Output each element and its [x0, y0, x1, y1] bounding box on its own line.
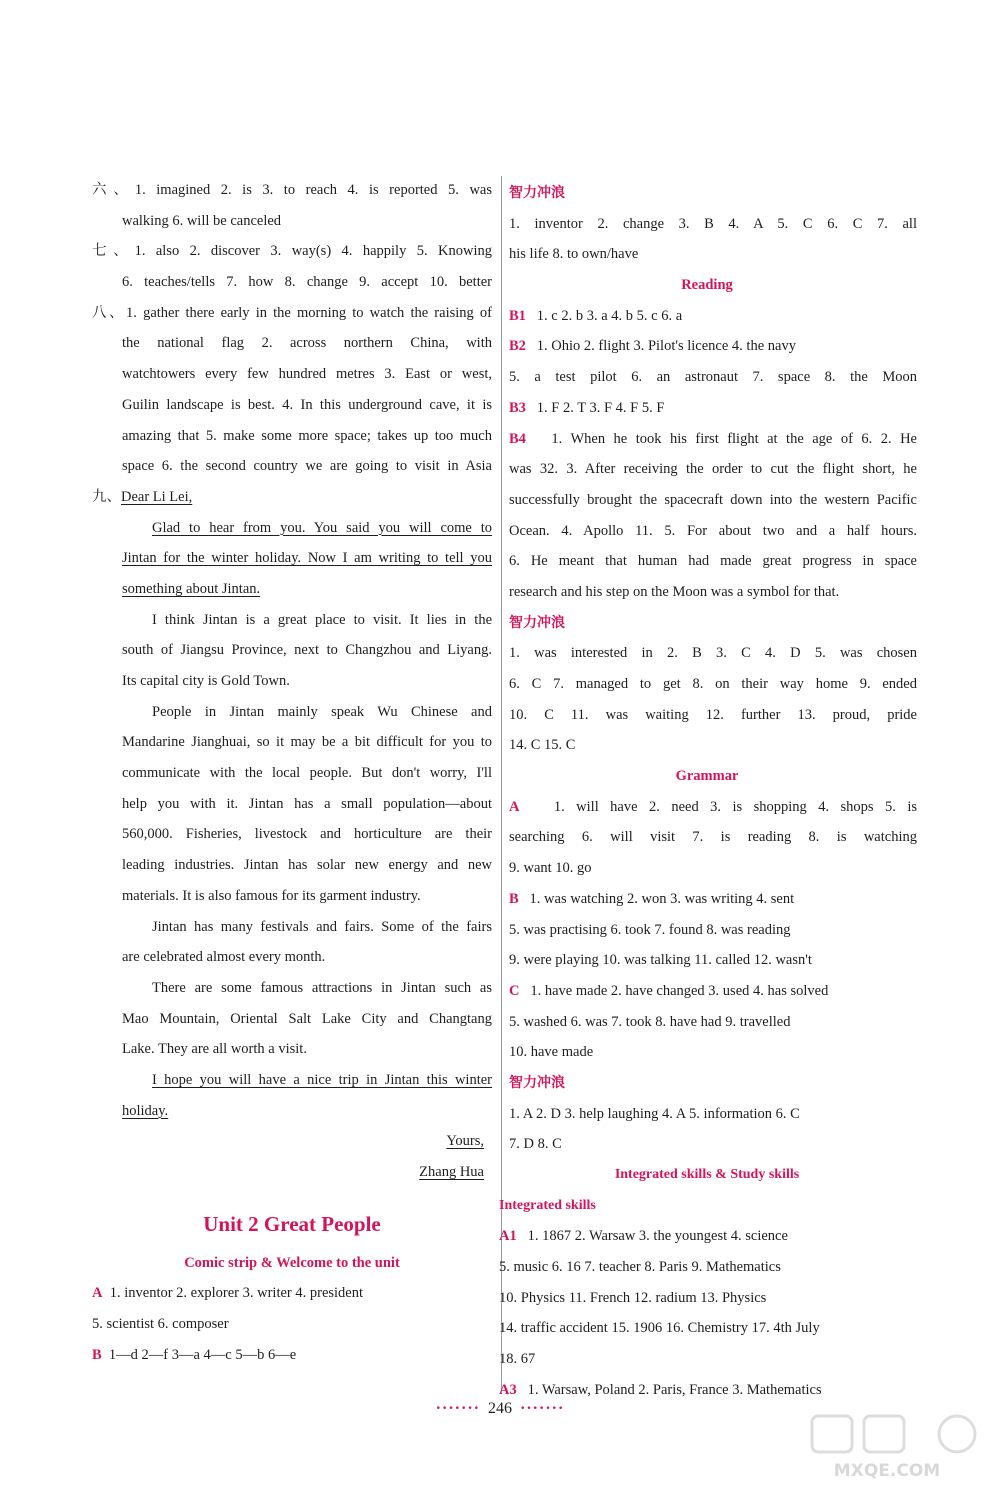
q6-text: 1. imagined 2. is 3. to reach 4. is reported 5. was — [134, 182, 493, 198]
grammar-b-text: 1. was watching 2. won 3. was writing 4. sent — [529, 890, 795, 907]
zl2-line-2: 6. C 7. managed to get 8. on their way home 9. ended — [509, 676, 917, 692]
zl-heading-1 — [497, 178, 917, 209]
grammar-c-mark: C — [509, 982, 520, 999]
watermark-logo — [792, 1402, 982, 1482]
q8-mark: 八、 — [92, 304, 127, 321]
reading-heading: Reading — [681, 277, 733, 294]
letter-p4-line-2: are celebrated almost every month. — [122, 949, 326, 966]
a3-text: 1. Warsaw, Poland 2. Paris, France 3. Mathematics — [527, 1381, 822, 1398]
q7-mark: 七、 — [92, 243, 135, 260]
q7-line-2: 6. teaches/tells 7. how 8. change 9. accept 10. better — [122, 274, 492, 291]
q6-line-1 — [92, 175, 492, 206]
grammar-b-line-1 — [497, 884, 917, 915]
q8-line-3: watchtowers every few hundred metres 3. East or west, — [122, 366, 492, 383]
letter-p3-line-7: materials. It is also famous for its garment industry. — [122, 887, 421, 904]
b4-line-2: was 32. 3. After receiving the order to cut the flight short, he — [509, 461, 917, 478]
grammar-c-text: 1. have made 2. have changed 3. used 4. has solved — [530, 982, 829, 999]
left-column — [92, 175, 492, 1370]
letter-p3-line-6: leading industries. Jintan has solar new energy and new — [122, 857, 492, 874]
q8-text: 1. gather there early in the morning to watch the raising of — [126, 304, 492, 321]
grammar-heading: Grammar — [675, 768, 739, 785]
a1-line-3: 10. Physics 11. French 12. radium 13. Physics — [499, 1289, 767, 1306]
zl3-line-2: 7. D 8. C — [509, 1136, 562, 1153]
q7-line-1 — [92, 236, 492, 267]
watermark-text: MXQE.COM — [833, 1461, 941, 1481]
letter-p2-line-2: south of Jiangsu Province, next to Changzhou and Liyang. — [122, 642, 492, 659]
b3-line — [497, 393, 917, 424]
q8-line-2: the national flag 2. across northern China, with — [122, 335, 492, 352]
grammar-a-line-2: searching 6. will visit 7. is reading 8. is watching — [509, 829, 917, 846]
zl1-line-1: 1. inventor 2. change 3. B 4. A 5. C 6. C 7. all — [509, 215, 917, 232]
letter-p6-line-1: I hope you will have a nice trip in Jintan this winter — [152, 1071, 492, 1088]
q8-line-6: space 6. the second country we are going to visit in Asia — [122, 458, 492, 475]
grammar-a-line-1 — [497, 792, 917, 823]
b1-text: 1. c 2. b 3. a 4. b 5. c 6. a — [536, 307, 683, 324]
comic-strip-heading: Comic strip & Welcome to the unit — [184, 1254, 400, 1271]
grammar-a-text: 1. will have 2. need 3. is shopping 4. shops 5. is — [553, 798, 918, 815]
a1-line-5: 18. 67 — [499, 1351, 536, 1368]
grammar-c-line-3: 10. have made — [509, 1044, 594, 1061]
a3-mark: A3 — [499, 1381, 517, 1398]
letter-p5-line-3: Lake. They are all worth a visit. — [122, 1041, 307, 1058]
grammar-b-mark: B — [509, 890, 519, 907]
q9-greeting-line — [92, 482, 492, 513]
letter-p2-line-1: I think Jintan is a great place to visit. It lies in the — [152, 611, 492, 628]
letter-p1-line-2: Jintan for the winter holiday. Now I am writing to tell you — [122, 550, 492, 567]
b2-line-1 — [497, 331, 917, 362]
letter-closing-line — [92, 1126, 492, 1157]
letter-greeting: Dear Li Lei, — [121, 488, 193, 505]
page-number: 246 — [488, 1400, 512, 1417]
letter-p6-text: holiday. — [122, 1102, 169, 1119]
comic-b-line-1 — [92, 1340, 492, 1371]
letter-p3-line-1: People in Jintan mainly speak Wu Chinese and — [152, 703, 492, 720]
b4-line-3: successfully brought the spacecraft down into the western Pacific — [509, 491, 917, 508]
b3-text: 1. F 2. T 3. F 4. F 5. F — [536, 399, 665, 416]
letter-signature: Zhang Hua — [419, 1164, 484, 1180]
zl2-line-3: 10. C 11. was waiting 12. further 13. proud, pride — [509, 706, 917, 723]
q6-line-2: walking 6. will be canceled — [122, 212, 282, 229]
letter-p3-line-3: communicate with the local people. But don't worry, I'll — [122, 765, 492, 782]
q9-mark: 九、 — [92, 488, 121, 505]
b4-text: 1. When he took his first flight at the age of 6. 2. He — [551, 430, 917, 447]
zl2-line-4: 14. C 15. C — [509, 737, 576, 754]
b4-line-6: research and his step on the Moon was a symbol for that. — [509, 583, 840, 600]
b3-mark: B3 — [509, 399, 526, 416]
letter-p3-line-5: 560,000. Fisheries, livestock and horticulture are their — [122, 826, 492, 843]
b1-mark: B1 — [509, 307, 526, 324]
right-column — [497, 178, 917, 1406]
letter-closing: Yours, — [446, 1133, 484, 1150]
grammar-b-line-2: 5. was practising 6. took 7. found 8. was reading — [509, 921, 791, 938]
grammar-c-line-1 — [497, 976, 917, 1007]
letter-p3-line-2: Mandarine Jianghuai, so it may be a bit difficult for you to — [122, 734, 492, 751]
unit-title: Unit 2 Great People — [203, 1211, 381, 1236]
zl1-line-2: his life 8. to own/have — [509, 246, 639, 263]
zl-label-1: 智力冲浪 — [509, 185, 565, 201]
integrated-subheading: Integrated skills — [499, 1197, 596, 1213]
grammar-a-line-3: 9. want 10. go — [509, 860, 592, 877]
a1-text: 1. 1867 2. Warsaw 3. the youngest 4. science — [527, 1228, 788, 1245]
letter-p5-line-1: There are some famous attractions in Jintan such as — [152, 979, 492, 996]
b1-line — [497, 301, 917, 332]
a1-line-2: 5. music 6. 16 7. teacher 8. Paris 9. Mathematics — [499, 1259, 781, 1276]
letter-signature-line — [92, 1157, 492, 1188]
b4-line-5: 6. He meant that human had made great progress in space — [509, 553, 917, 570]
comic-b-text: 1—d 2—f 3—a 4—c 5—b 6—e — [108, 1346, 297, 1363]
letter-p3-line-4: help you with it. Jintan has a small population—about — [122, 795, 492, 812]
integrated-heading: Integrated skills & Study skills — [614, 1167, 800, 1182]
comic-a-line-1 — [92, 1278, 492, 1309]
q7-text: 1. also 2. discover 3. way(s) 4. happily 5. Knowing — [134, 243, 492, 260]
b4-mark: B4 — [509, 430, 526, 447]
comic-a-line-2: 5. scientist 6. composer — [92, 1316, 229, 1333]
q6-mark: 六、 — [92, 182, 135, 198]
letter-p2-line-3: Its capital city is Gold Town. — [122, 673, 290, 689]
b4-line-1 — [497, 424, 917, 455]
letter-p4-line-1: Jintan has many festivals and fairs. Some of the fairs — [152, 918, 492, 935]
letter-p6-line-2 — [92, 1096, 492, 1127]
comic-a-mark: A — [92, 1285, 103, 1302]
q8-line-1 — [92, 298, 492, 329]
zl-label-3: 智力冲浪 — [509, 1074, 565, 1091]
a1-line-4: 14. traffic accident 15. 1906 16. Chemistry 17. 4th July — [499, 1320, 820, 1337]
q8-line-5: amazing that 5. make some more space; takes up too much — [122, 427, 492, 444]
b2-line-2: 5. a test pilot 6. an astronaut 7. space 8. the Moon — [509, 369, 917, 386]
grammar-a-mark: A — [509, 798, 520, 815]
page-dots-left: ······· — [435, 1400, 480, 1417]
b2-text: 1. Ohio 2. flight 3. Pilot's licence 4. the navy — [536, 338, 796, 355]
b4-line-4: Ocean. 4. Apollo 11. 5. For about two and a half hours. — [509, 522, 917, 539]
zl-heading-2 — [497, 608, 917, 639]
zl3-line-1: 1. A 2. D 3. help laughing 4. A 5. information 6. C — [509, 1105, 800, 1122]
grammar-b-line-3: 9. were playing 10. was talking 11. called 12. wasn't — [509, 952, 812, 969]
letter-p5-line-2: Mao Mountain, Oriental Salt Lake City and Changtang — [122, 1010, 492, 1027]
letter-p1-line-1: Glad to hear from you. You said you will come to — [152, 519, 492, 536]
zl-label-2: 智力冲浪 — [509, 614, 565, 631]
comic-b-mark: B — [92, 1346, 102, 1363]
a1-line-1 — [497, 1221, 917, 1252]
b2-mark: B2 — [509, 338, 526, 355]
page-dots-right: ······· — [520, 1400, 565, 1417]
comic-a-text: 1. inventor 2. explorer 3. writer 4. president — [109, 1285, 364, 1302]
a1-mark: A1 — [499, 1228, 517, 1245]
grammar-c-line-2: 5. washed 6. was 7. took 8. have had 9. travelled — [509, 1013, 791, 1030]
letter-p1-line-3 — [92, 574, 492, 605]
zl2-line-1: 1. was interested in 2. B 3. C 4. D 5. was chosen — [509, 645, 917, 662]
letter-p1-text: something about Jintan. — [122, 580, 261, 597]
zl-heading-3 — [497, 1068, 917, 1099]
q8-line-4: Guilin landscape is best. 4. In this underground cave, it is — [122, 396, 492, 413]
